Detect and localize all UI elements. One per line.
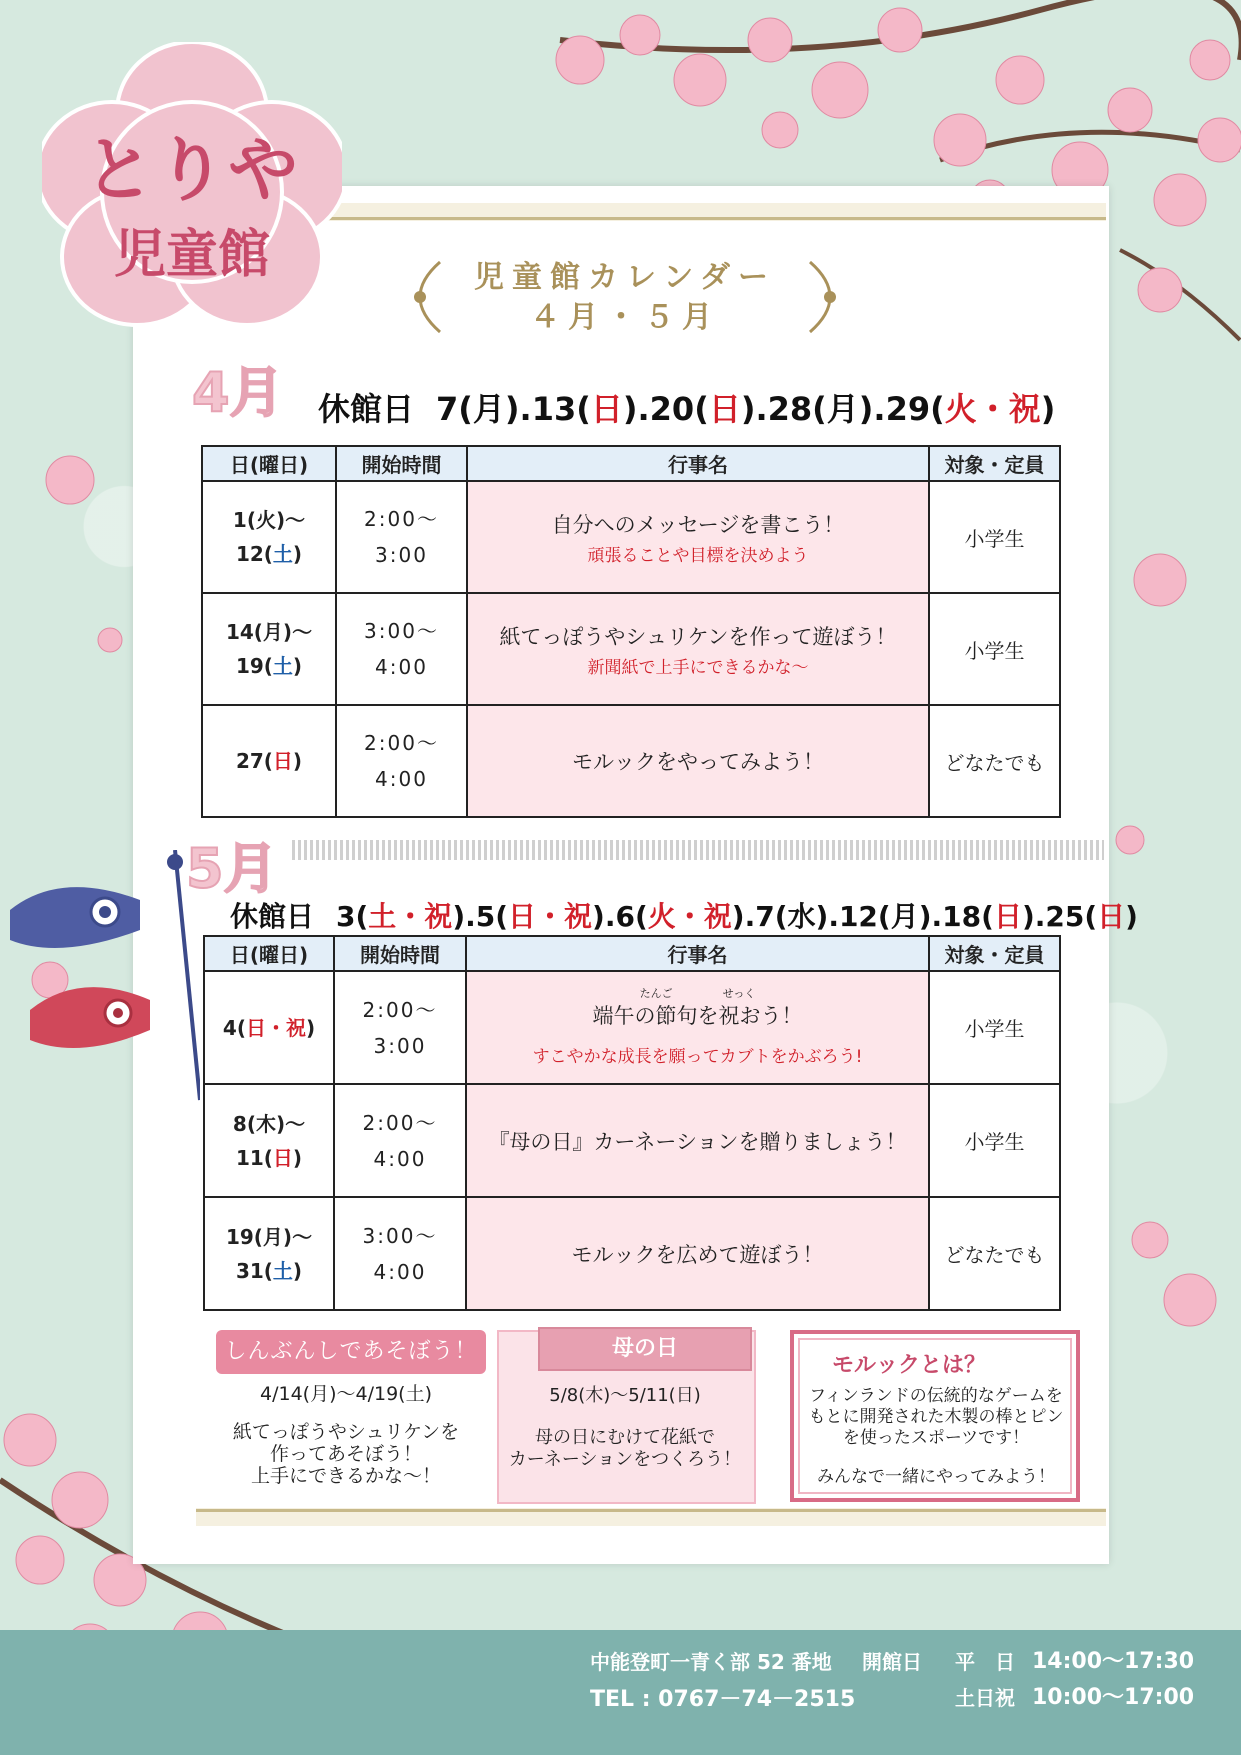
molkky-info-line-2: もとに開発された木製の棒とピン [808,1407,1064,1427]
end-time: 4:00 [375,767,428,791]
closed-weekday: 日 [708,390,741,428]
closed-separator: . [744,900,756,933]
end-time: 3:00 [375,543,428,567]
table-row [202,593,1060,705]
mothers-day-title: 母の日 [538,1327,752,1371]
column-header: 行事名 [466,936,929,971]
newspaper-play-title: しんぶんしであそぼう！ [216,1330,486,1374]
event-cell [467,593,929,705]
newspaper-play-line-3: 上手にできるかな～！ [250,1465,441,1487]
closed-weekday: 日・祝 [508,900,593,933]
calendar-title [390,258,860,338]
date-end: 31(土) [235,1258,303,1283]
target-cell: 小学生 [929,481,1060,593]
target-cell: どなたでも [929,1197,1060,1310]
date-end-weekday: 土 [272,654,293,678]
closed-day: 3 [336,900,356,933]
event-subtitle: 頑張ることや目標を決めよう [587,545,809,566]
column-header: 対象・定員 [929,936,1060,971]
table-row [204,1084,1060,1197]
time-cell [334,1197,466,1310]
date-start-day: 4 [222,1015,237,1040]
mothers-day-line-2: カーネーションをつくろう！ [508,1449,742,1470]
column-header: 日(曜日) [202,446,336,481]
start-time: 2:00～ [364,731,439,755]
date-end-day: 31 [235,1258,264,1283]
closed-weekday: 月 [472,390,505,428]
logo [42,42,342,332]
closed-separator: . [465,900,476,933]
column-header: 開始時間 [336,446,467,481]
closed-separator: . [755,390,768,428]
event-cell [466,971,929,1084]
date-start-weekday: 木 [255,1111,276,1136]
start-time: 2:00～ [362,1110,438,1135]
column-header: 開始時間 [334,936,466,971]
newspaper-play-line-2: 作ってあそぼう！ [269,1443,422,1465]
schedule-table-may [203,935,1061,1311]
month-label-may: 5月 [186,837,278,900]
date-start-day: 27 [235,749,264,773]
event-title: 『母の日』カーネーションを贈りましょう！ [488,1129,907,1154]
closed-day: 18 [942,900,982,933]
column-header: 対象・定員 [929,446,1060,481]
date-end-day: 19 [235,654,264,678]
date-start-weekday: 月 [262,620,283,644]
logo-facility: 児童館 [113,225,270,285]
section-divider [292,840,1104,860]
time-cell [336,481,467,593]
koinobori-carp-streamer [0,850,200,1110]
start-time: 2:00～ [362,997,438,1022]
ruby-tango: たんご [639,987,673,1000]
time-cell [336,705,467,817]
date-end-day: 11 [235,1145,264,1170]
newspaper-play-line-1: 紙てっぽうやシュリケンを [232,1421,460,1443]
closed-weekday: 月 [826,390,859,428]
column-header: 日(曜日) [204,936,334,971]
event-subtitle: すこやかな成長を願ってカブトをかぶろう! [532,1047,863,1067]
event-title: モルックをやってみよう！ [572,750,824,774]
date-start-weekday: 日・祝 [245,1015,306,1040]
closed-separator: . [519,390,532,428]
closed-day: 25 [1045,900,1085,933]
target-cell: 小学生 [929,593,1060,705]
closed-weekday: 日 [590,390,623,428]
date-start-weekday: 月 [262,1224,283,1249]
closed-weekday: 日 [993,900,1022,933]
closed-day: 5 [475,900,496,933]
calendar-title-main: 児童館カレンダー [473,260,777,295]
closed-separator: . [931,900,943,933]
table-row [202,481,1060,593]
date-start: 19(月)～ [225,1224,313,1249]
closed-separator: . [637,390,650,428]
table-row [204,1197,1060,1310]
time-cell [334,971,466,1084]
month-label-april: 4月 [192,361,284,424]
event-subtitle: 新聞紙で上手にできるかな～ [587,657,809,678]
date-start: 8(木)～ [232,1111,306,1136]
closed-day: 12 [838,900,878,933]
date-start: 14(月)～ [225,620,313,644]
end-time: 4:00 [373,1146,427,1171]
date-start-day: 19 [225,1224,254,1249]
end-time: 3:00 [373,1033,427,1058]
closed-days-may: 休館日 3(土・祝).5(日・祝).6(火・祝).7(水).12(月).18(日).25(日) [230,900,1138,933]
logo-name: とりや [84,129,300,211]
event-cell [467,481,929,593]
footer-hours-label: 開館日 [862,1650,922,1674]
date-end: 19(土) [235,654,303,678]
start-time: 3:00～ [362,1223,438,1248]
closed-weekday: 火・祝 [647,900,732,933]
event-cell [466,1084,929,1197]
footer-weekday-hours: 14:00～17:30 [1032,1649,1195,1674]
date-start: 27(日) [235,749,303,773]
date-start-weekday: 日 [272,749,293,773]
start-time: 2:00～ [364,507,439,531]
time-cell [336,593,467,705]
date-end: 11(日) [235,1145,303,1170]
date-cell [202,481,336,593]
lace-border-bottom [196,1508,1106,1526]
schedule-table-april [201,445,1061,818]
closed-separator: . [1034,900,1046,933]
closed-label: 休館日 [318,390,415,428]
date-end-weekday: 土 [272,1258,293,1283]
closed-weekday: 火・祝 [944,390,1041,428]
calendar-title-months: ４月・５月 [530,300,720,335]
closed-weekday: 土・祝 [368,900,453,933]
date-cell [204,1197,334,1310]
date-end: 12(土) [235,542,303,566]
cherry-blossom-right [1110,540,1241,1340]
column-header: 行事名 [467,446,929,481]
ruby-sekku: せっく [722,987,756,1000]
newspaper-play-date: 4/14(月)～4/19(土) [260,1383,432,1405]
date-end-weekday: 土 [272,542,293,566]
table-header-row [204,936,1060,971]
closed-separator: . [604,900,616,933]
target-cell: 小学生 [929,971,1060,1084]
closed-weekday: 月 [890,900,919,933]
end-time: 4:00 [375,655,428,679]
closed-label: 休館日 [230,900,315,933]
date-end-day: 12 [235,542,264,566]
event-title: 端午の節句を祝おう！ [592,1004,803,1028]
footer-tel: TEL : 0767－74－2515 [590,1687,856,1712]
footer-weekend-label: 土日祝 [955,1686,1015,1710]
start-time: 3:00～ [364,619,439,643]
target-cell: 小学生 [929,1084,1060,1197]
closed-day: 29 [885,390,931,428]
footer-weekend-hours: 10:00～17:00 [1032,1685,1195,1710]
closed-day: 6 [615,900,635,933]
molkky-info-closing: みんなで一緒にやってみよう！ [817,1467,1055,1487]
closed-day: 7 [436,390,459,428]
closed-day: 20 [649,390,695,428]
date-end-weekday: 日 [272,1145,293,1170]
closed-weekday: 水 [787,900,816,933]
date-cell [204,971,334,1084]
target-cell: どなたでも [929,705,1060,817]
event-cell [467,705,929,817]
date-start-day: 8 [232,1111,247,1136]
table-row [204,971,1060,1084]
date-cell [202,705,336,817]
molkky-info-line-3: を使ったスポーツです！ [842,1428,1030,1448]
molkky-info-title: モルックとは？ [832,1353,987,1378]
event-title: 自分へのメッセージを書こう！ [551,512,845,537]
date-start: 4(日・祝) [222,1015,316,1040]
date-cell [204,1084,334,1197]
event-title: 紙てっぽうやシュリケンを作って遊ぼう！ [499,624,897,649]
closed-separator: . [873,390,886,428]
footer-address: 中能登町一青く部 52 番地 [590,1650,832,1674]
date-start-day: 1 [232,508,247,532]
mothers-day-date: 5/8(木)～5/11(日) [549,1385,701,1406]
closed-day: 28 [767,390,813,428]
mothers-day-line-1: 母の日にむけて花紙で [535,1427,715,1448]
date-start-weekday: 火 [255,508,276,532]
table-row [202,705,1060,817]
date-cell [202,593,336,705]
event-ruby [467,988,928,1000]
closed-weekday: 日 [1097,900,1126,933]
closed-separator: . [828,900,839,933]
date-start-day: 14 [225,620,254,644]
closed-day: 7 [755,900,775,933]
molkky-info-line-1: フィンランドの伝統的なゲームを [809,1386,1063,1406]
event-cell [466,1197,929,1310]
table-header-row [202,446,1060,481]
time-cell [334,1084,466,1197]
end-time: 4:00 [373,1259,427,1284]
date-start: 1(火)～ [232,508,306,532]
closed-days-april: 休館日 7(月).13(日).20(日).28(月).29(火・祝) [318,390,1056,428]
closed-day: 13 [531,390,577,428]
event-title: モルックを広めて遊ぼう！ [571,1242,824,1267]
footer-weekday-label: 平 日 [955,1650,1015,1674]
